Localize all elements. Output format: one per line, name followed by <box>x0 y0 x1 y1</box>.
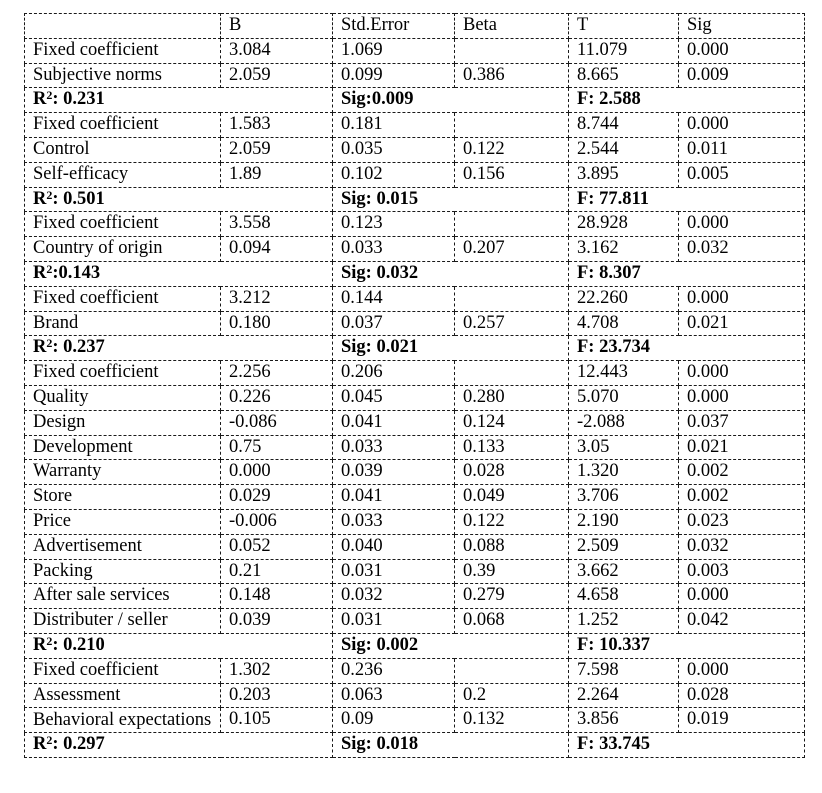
table-row <box>25 385 805 410</box>
cell-beta: 0.386 <box>455 63 569 88</box>
cell-t: 11.079 <box>569 38 679 63</box>
r-squared-cell <box>25 336 333 361</box>
cell-variable: Fixed coefficient <box>25 113 221 138</box>
cell-t: 5.070 <box>569 385 679 410</box>
cell-beta <box>455 38 569 63</box>
table-row <box>25 683 805 708</box>
cell-t: 7.598 <box>569 658 679 683</box>
model-summary-row <box>25 261 805 286</box>
cell-t: 1.252 <box>569 609 679 634</box>
r-squared-cell <box>25 261 333 286</box>
cell-variable: Development <box>25 435 221 460</box>
cell-t: 3.662 <box>569 559 679 584</box>
table-row <box>25 38 805 63</box>
f-statistic-cell: F: 77.811 <box>569 187 805 212</box>
cell-beta <box>455 286 569 311</box>
cell-sig: 0.023 <box>679 509 805 534</box>
cell-t: 12.443 <box>569 361 679 386</box>
superscript-two: 2 <box>46 336 53 351</box>
table-row <box>25 410 805 435</box>
cell-variable: Control <box>25 137 221 162</box>
cell-b: 0.029 <box>221 485 333 510</box>
cell-sig: 0.000 <box>679 385 805 410</box>
cell-std-error: 0.041 <box>333 485 455 510</box>
cell-b: 2.256 <box>221 361 333 386</box>
cell-b: 0.000 <box>221 460 333 485</box>
r-squared-value: : 0.297 <box>52 734 105 755</box>
cell-std-error: 0.039 <box>333 460 455 485</box>
cell-variable: Self-efficacy <box>25 162 221 187</box>
table-row <box>25 162 805 187</box>
r-squared-label: R <box>33 188 47 209</box>
cell-b: 2.059 <box>221 137 333 162</box>
cell-b: 0.203 <box>221 683 333 708</box>
cell-std-error: 0.031 <box>333 609 455 634</box>
table-row <box>25 286 805 311</box>
f-statistic-cell: F: 23.734 <box>569 336 805 361</box>
cell-t: 4.708 <box>569 311 679 336</box>
table-row <box>25 609 805 634</box>
cell-t: 3.162 <box>569 237 679 262</box>
cell-sig: 0.003 <box>679 559 805 584</box>
cell-std-error: 0.040 <box>333 534 455 559</box>
cell-beta: 0.049 <box>455 485 569 510</box>
cell-sig: 0.000 <box>679 286 805 311</box>
cell-t: 2.544 <box>569 137 679 162</box>
cell-sig: 0.021 <box>679 311 805 336</box>
cell-beta: 0.028 <box>455 460 569 485</box>
cell-std-error: 0.033 <box>333 509 455 534</box>
table-row <box>25 212 805 237</box>
header-cell-sig: Sig <box>679 14 805 39</box>
f-statistic-cell: F: 2.588 <box>569 88 805 113</box>
cell-beta: 0.088 <box>455 534 569 559</box>
cell-variable: Price <box>25 509 221 534</box>
cell-variable: Fixed coefficient <box>25 212 221 237</box>
cell-sig: 0.000 <box>679 658 805 683</box>
f-statistic-cell: F: 10.337 <box>569 633 805 658</box>
cell-variable: Design <box>25 410 221 435</box>
cell-beta <box>455 361 569 386</box>
cell-sig: 0.028 <box>679 683 805 708</box>
cell-sig: 0.000 <box>679 584 805 609</box>
cell-beta: 0.2 <box>455 683 569 708</box>
r-squared-label: R <box>33 89 47 110</box>
cell-std-error: 0.09 <box>333 708 455 733</box>
cell-sig: 0.009 <box>679 63 805 88</box>
cell-variable: Subjective norms <box>25 63 221 88</box>
cell-std-error: 0.123 <box>333 212 455 237</box>
cell-t: 3.856 <box>569 708 679 733</box>
table-row <box>25 435 805 460</box>
cell-std-error: 0.033 <box>333 435 455 460</box>
table-row <box>25 137 805 162</box>
model-sig-cell: Sig: 0.018 <box>333 733 569 758</box>
model-summary-row <box>25 187 805 212</box>
cell-b: 3.212 <box>221 286 333 311</box>
cell-b: 0.039 <box>221 609 333 634</box>
f-statistic-cell: F: 8.307 <box>569 261 805 286</box>
cell-b: 0.226 <box>221 385 333 410</box>
header-cell-std-error: Std.Error <box>333 14 455 39</box>
cell-sig: 0.032 <box>679 237 805 262</box>
cell-t: 22.260 <box>569 286 679 311</box>
cell-variable: Brand <box>25 311 221 336</box>
r-squared-label: R <box>33 337 47 358</box>
table-row <box>25 361 805 386</box>
r-squared-label: R <box>33 734 47 755</box>
cell-std-error: 0.035 <box>333 137 455 162</box>
model-summary-row <box>25 336 805 361</box>
table-row <box>25 237 805 262</box>
cell-beta <box>455 113 569 138</box>
r-squared-value: : 0.210 <box>52 634 105 655</box>
cell-t: 3.706 <box>569 485 679 510</box>
cell-t: 4.658 <box>569 584 679 609</box>
cell-b: 3.084 <box>221 38 333 63</box>
cell-std-error: 0.181 <box>333 113 455 138</box>
table-row <box>25 584 805 609</box>
regression-table-body <box>25 14 805 758</box>
cell-t: 1.320 <box>569 460 679 485</box>
cell-b: 0.148 <box>221 584 333 609</box>
regression-table <box>24 13 805 758</box>
superscript-two: 2 <box>46 633 53 648</box>
table-row <box>25 534 805 559</box>
cell-variable: Packing <box>25 559 221 584</box>
cell-t: 28.928 <box>569 212 679 237</box>
cell-beta <box>455 212 569 237</box>
r-squared-value: : 0.237 <box>52 337 105 358</box>
cell-beta: 0.156 <box>455 162 569 187</box>
table-row <box>25 485 805 510</box>
model-sig-cell: Sig: 0.015 <box>333 187 569 212</box>
cell-b: 1.89 <box>221 162 333 187</box>
cell-beta: 0.39 <box>455 559 569 584</box>
header-row <box>25 14 805 39</box>
cell-beta <box>455 658 569 683</box>
superscript-two: 2 <box>46 88 53 103</box>
r-squared-value: : 0.501 <box>52 188 105 209</box>
table-row <box>25 708 805 733</box>
cell-sig: 0.000 <box>679 38 805 63</box>
cell-sig: 0.011 <box>679 137 805 162</box>
cell-std-error: 0.063 <box>333 683 455 708</box>
cell-t: 2.264 <box>569 683 679 708</box>
model-summary-row <box>25 633 805 658</box>
cell-b: 0.094 <box>221 237 333 262</box>
r-squared-cell <box>25 88 333 113</box>
superscript-two: 2 <box>46 733 53 748</box>
cell-variable: Fixed coefficient <box>25 286 221 311</box>
cell-sig: 0.042 <box>679 609 805 634</box>
model-sig-cell: Sig:0.009 <box>333 88 569 113</box>
cell-sig: 0.002 <box>679 460 805 485</box>
superscript-two: 2 <box>46 187 53 202</box>
cell-t: 8.665 <box>569 63 679 88</box>
cell-variable: Store <box>25 485 221 510</box>
cell-b: -0.086 <box>221 410 333 435</box>
cell-sig: 0.032 <box>679 534 805 559</box>
header-cell-t: T <box>569 14 679 39</box>
r-squared-cell <box>25 187 333 212</box>
header-cell-variable <box>25 14 221 39</box>
cell-b: 0.052 <box>221 534 333 559</box>
cell-t: 3.895 <box>569 162 679 187</box>
table-row <box>25 460 805 485</box>
cell-beta: 0.122 <box>455 137 569 162</box>
cell-variable: Quality <box>25 385 221 410</box>
r-squared-cell <box>25 733 333 758</box>
cell-std-error: 0.206 <box>333 361 455 386</box>
cell-std-error: 0.102 <box>333 162 455 187</box>
r-squared-value: : 0.231 <box>52 89 105 110</box>
cell-beta: 0.124 <box>455 410 569 435</box>
cell-variable: Assessment <box>25 683 221 708</box>
cell-std-error: 0.037 <box>333 311 455 336</box>
cell-t: -2.088 <box>569 410 679 435</box>
cell-b: 3.558 <box>221 212 333 237</box>
cell-b: 0.21 <box>221 559 333 584</box>
cell-variable: Advertisement <box>25 534 221 559</box>
cell-b: 1.302 <box>221 658 333 683</box>
cell-sig: 0.019 <box>679 708 805 733</box>
r-squared-label: R <box>33 262 47 283</box>
cell-beta: 0.279 <box>455 584 569 609</box>
cell-std-error: 0.045 <box>333 385 455 410</box>
table-row <box>25 559 805 584</box>
header-cell-b: B <box>221 14 333 39</box>
r-squared-cell <box>25 633 333 658</box>
cell-beta: 0.132 <box>455 708 569 733</box>
model-summary-row <box>25 733 805 758</box>
cell-beta: 0.122 <box>455 509 569 534</box>
cell-beta: 0.280 <box>455 385 569 410</box>
cell-sig: 0.037 <box>679 410 805 435</box>
cell-sig: 0.000 <box>679 361 805 386</box>
table-row <box>25 311 805 336</box>
cell-variable: Fixed coefficient <box>25 361 221 386</box>
r-squared-value: :0.143 <box>52 262 101 283</box>
cell-beta: 0.068 <box>455 609 569 634</box>
cell-variable: Distributer / seller <box>25 609 221 634</box>
table-row <box>25 113 805 138</box>
cell-std-error: 0.099 <box>333 63 455 88</box>
cell-b: -0.006 <box>221 509 333 534</box>
cell-variable: Fixed coefficient <box>25 38 221 63</box>
cell-std-error: 0.031 <box>333 559 455 584</box>
table-row <box>25 658 805 683</box>
cell-beta: 0.207 <box>455 237 569 262</box>
cell-t: 3.05 <box>569 435 679 460</box>
header-cell-beta: Beta <box>455 14 569 39</box>
cell-b: 0.75 <box>221 435 333 460</box>
cell-t: 2.190 <box>569 509 679 534</box>
cell-variable: Warranty <box>25 460 221 485</box>
cell-std-error: 0.033 <box>333 237 455 262</box>
cell-b: 0.105 <box>221 708 333 733</box>
table-row <box>25 509 805 534</box>
f-statistic-cell: F: 33.745 <box>569 733 805 758</box>
cell-sig: 0.000 <box>679 212 805 237</box>
cell-std-error: 0.144 <box>333 286 455 311</box>
cell-b: 0.180 <box>221 311 333 336</box>
r-squared-label: R <box>33 634 47 655</box>
model-summary-row <box>25 88 805 113</box>
cell-t: 8.744 <box>569 113 679 138</box>
cell-variable: Fixed coefficient <box>25 658 221 683</box>
cell-std-error: 0.032 <box>333 584 455 609</box>
model-sig-cell: Sig: 0.032 <box>333 261 569 286</box>
cell-std-error: 1.069 <box>333 38 455 63</box>
cell-beta: 0.257 <box>455 311 569 336</box>
cell-variable: Behavioral expectations <box>25 708 221 733</box>
cell-beta: 0.133 <box>455 435 569 460</box>
cell-sig: 0.005 <box>679 162 805 187</box>
table-row <box>25 63 805 88</box>
model-sig-cell: Sig: 0.021 <box>333 336 569 361</box>
cell-std-error: 0.236 <box>333 658 455 683</box>
model-sig-cell: Sig: 0.002 <box>333 633 569 658</box>
cell-std-error: 0.041 <box>333 410 455 435</box>
cell-sig: 0.021 <box>679 435 805 460</box>
cell-sig: 0.002 <box>679 485 805 510</box>
cell-variable: After sale services <box>25 584 221 609</box>
cell-variable: Country of origin <box>25 237 221 262</box>
superscript-two: 2 <box>46 261 53 276</box>
cell-t: 2.509 <box>569 534 679 559</box>
cell-b: 2.059 <box>221 63 333 88</box>
cell-b: 1.583 <box>221 113 333 138</box>
cell-sig: 0.000 <box>679 113 805 138</box>
